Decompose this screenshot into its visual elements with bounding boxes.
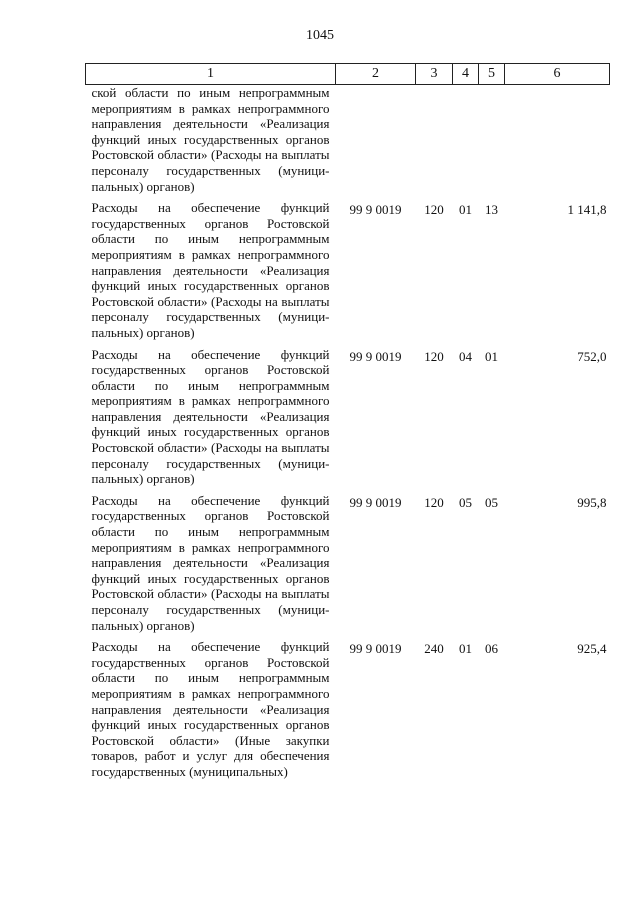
row-section: 04 — [459, 348, 472, 364]
row-amount: 1 141,8 — [567, 202, 607, 218]
row-amount: 752,0 — [577, 348, 607, 364]
page-number: 1045 — [306, 28, 334, 43]
row-section: 05 — [459, 494, 472, 510]
budget-table — [85, 63, 610, 786]
row-expense-type — [416, 85, 453, 201]
table-row — [86, 347, 610, 493]
row-section: 01 — [459, 641, 472, 657]
row-target-code: 99 9 0019 — [349, 641, 402, 657]
table-row — [86, 200, 610, 346]
column-header-6: 6 — [505, 64, 610, 85]
row-expense-type: 240 — [424, 641, 444, 657]
column-header-3: 3 — [416, 64, 453, 85]
table-row — [86, 493, 610, 639]
row-amount: 995,8 — [577, 494, 607, 510]
column-header-1: 1 — [86, 64, 336, 85]
row-target-code — [336, 85, 416, 201]
row-expense-type: 120 — [424, 494, 444, 510]
row-expense-type: 120 — [424, 348, 444, 364]
header-row — [86, 64, 610, 85]
row-amount: 925,4 — [577, 641, 607, 657]
row-description: ской области по иным непрограммным мероприятиям в рамках непрограммного направления деятельности «Реализация функций иных государственных органов Ростовской области» (Расходы на выплаты персоналу государственных (муниципальных) органов) — [91, 85, 330, 194]
row-subsection: 13 — [485, 202, 498, 218]
table-row — [86, 639, 610, 785]
row-subsection — [479, 85, 505, 201]
row-expense-type: 120 — [424, 202, 444, 218]
row-description: Расходы на обеспечение функций государственных органов Ростовской области по иным непрограммным мероприятиям в рамках непрограммного направления деятельности «Реализация функций иных государственных органов Ростовской области» (Расходы на выплаты персоналу государственных (муниципальных) органов) — [91, 346, 330, 487]
row-section — [453, 85, 479, 201]
row-subsection: 01 — [485, 348, 498, 364]
row-section: 01 — [459, 202, 472, 218]
table-row — [86, 85, 610, 201]
row-subsection: 06 — [485, 641, 498, 657]
row-description: Расходы на обеспечение функций государственных органов Ростовской области по иным непрограммным мероприятиям в рамках непрограммного направления деятельности «Реализация функций иных государственных органов Ростовской области» (Иные закупки товаров, работ и услуг для обеспечения государственных (муниципальных) — [91, 639, 330, 779]
row-subsection: 05 — [485, 494, 498, 510]
row-target-code: 99 9 0019 — [349, 494, 402, 510]
row-target-code: 99 9 0019 — [349, 348, 402, 364]
row-description: Расходы на обеспечение функций государственных органов Ростовской области по иным непрограммным мероприятиям в рамках непрограммного направления деятельности «Реализация функций иных государственных органов Ростовской области» (Расходы на выплаты персоналу государственных (муниципальных) органов) — [91, 200, 330, 340]
row-target-code: 99 9 0019 — [349, 202, 402, 218]
column-header-4: 4 — [453, 64, 479, 85]
column-header-2: 2 — [336, 64, 416, 85]
column-header-5: 5 — [479, 64, 505, 85]
row-amount — [505, 85, 610, 201]
row-description: Расходы на обеспечение функций государственных органов Ростовской области по иным непрограммным мероприятиям в рамках непрограммного направления деятельности «Реализация функций иных государственных органов Ростовской области» (Расходы на выплаты персоналу государственных (муниципальных) органов) — [91, 492, 330, 633]
